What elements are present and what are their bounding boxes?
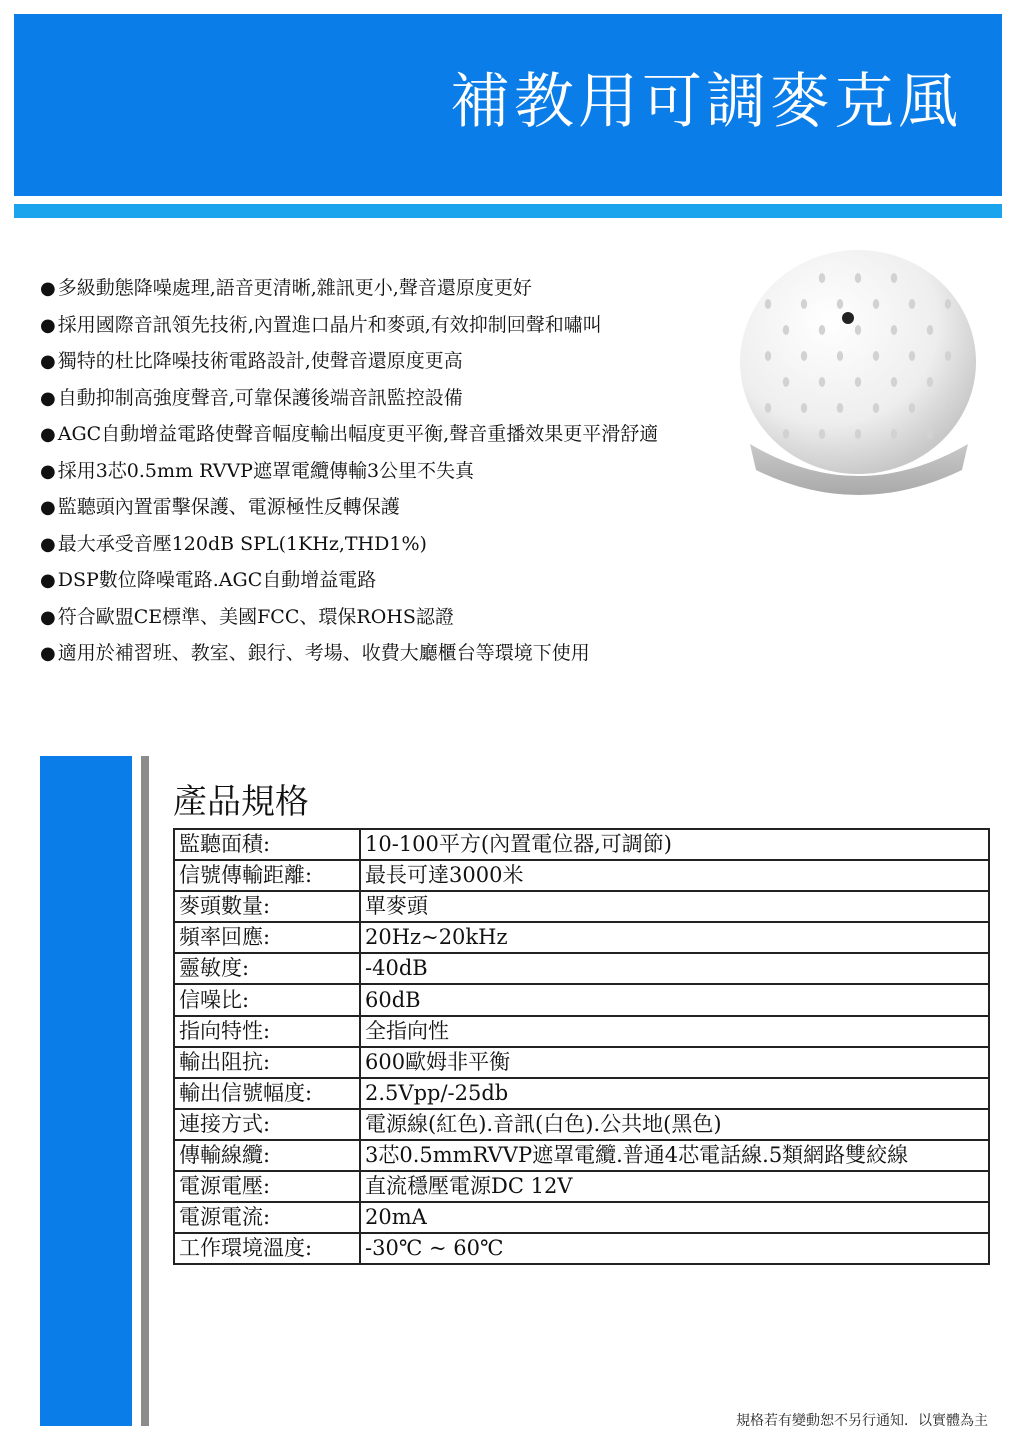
spec-label: 信號傳輸距離: <box>174 860 360 891</box>
feature-item <box>40 635 730 672</box>
table-row <box>174 1109 989 1140</box>
header-stripe <box>14 204 1002 218</box>
mic-hole <box>783 325 789 335</box>
mic-hole <box>837 351 843 361</box>
feature-item <box>40 343 730 380</box>
bullet-icon: ● <box>40 314 56 336</box>
table-row <box>174 860 989 891</box>
feature-text: 自動抑制高強度聲音,可靠保護後端音訊監控設備 <box>57 386 463 409</box>
mic-hole <box>783 429 789 439</box>
mic-hole <box>819 325 825 335</box>
spec-label: 輸出阻抗: <box>174 1047 360 1078</box>
table-row <box>174 1140 989 1171</box>
spec-value: 600歐姆非平衡 <box>360 1047 989 1078</box>
mic-hole <box>909 403 915 413</box>
spec-label: 信噪比: <box>174 984 360 1015</box>
spec-table <box>173 828 990 1265</box>
mic-hole <box>891 325 897 335</box>
mic-hole <box>765 299 771 309</box>
feature-item <box>40 416 730 453</box>
mic-hole <box>783 377 789 387</box>
feature-item <box>40 489 730 526</box>
table-row <box>174 1233 989 1264</box>
footer-note: 規格若有變動恕不另行通知．以實體為主 <box>736 1413 988 1429</box>
mic-hole <box>801 403 807 413</box>
spec-value: 電源線(紅色).音訊(白色).公共地(黑色) <box>360 1109 989 1140</box>
bullet-icon: ● <box>40 606 56 628</box>
mic-hole <box>873 403 879 413</box>
mic-hole <box>855 325 861 335</box>
table-row <box>174 829 989 860</box>
feature-item <box>40 453 730 490</box>
feature-text: 採用3芯0.5mm RVVP遮罩電纜傳輸3公里不失真 <box>57 459 475 482</box>
spec-label: 電源電壓: <box>174 1171 360 1202</box>
mic-hole <box>909 299 915 309</box>
table-row <box>174 1202 989 1233</box>
mic-hole <box>873 299 879 309</box>
side-accent-bar <box>40 756 132 1426</box>
mic-dome <box>740 250 976 474</box>
feature-item <box>40 562 730 599</box>
feature-text: AGC自動增益電路使聲音幅度輸出幅度更平衡,聲音重播效果更平滑舒適 <box>57 423 659 445</box>
feature-item <box>40 599 730 636</box>
feature-text: 符合歐盟CE標準、美國FCC、環保ROHS認證 <box>57 605 454 628</box>
page-title: 補教用可調麥克風 <box>450 67 962 137</box>
mic-hole <box>873 351 879 361</box>
feature-text: 監聽頭內置雷擊保護、電源極性反轉保護 <box>57 496 400 518</box>
spec-value: 全指向性 <box>360 1016 989 1047</box>
table-row <box>174 891 989 922</box>
feature-text: DSP數位降噪電路.AGC自動增益電路 <box>57 569 377 591</box>
spec-value: 20Hz~20kHz <box>360 922 989 953</box>
mic-hole <box>837 299 843 309</box>
spec-value: 20mA <box>360 1202 989 1233</box>
mic-hole <box>891 429 897 439</box>
bullet-icon: ● <box>40 570 56 591</box>
spec-label: 工作環境溫度: <box>174 1233 360 1264</box>
feature-text: 多級動態降噪處理,語音更清晰,雜訊更小,聲音還原度更好 <box>57 277 532 299</box>
feature-item <box>40 307 730 344</box>
bullet-icon: ● <box>40 533 56 555</box>
spec-label: 連接方式: <box>174 1109 360 1140</box>
spec-value: 直流穩壓電源DC 12V <box>360 1171 989 1202</box>
table-row <box>174 1047 989 1078</box>
feature-text: 採用國際音訊領先技術,內置進口晶片和麥頭,有效抑制回聲和嘯叫 <box>57 313 602 336</box>
spec-value: 最長可達3000米 <box>360 860 989 891</box>
mic-hole <box>909 351 915 361</box>
spec-label: 傳輸線纜: <box>174 1140 360 1171</box>
spec-label: 指向特性: <box>174 1016 360 1047</box>
spec-value: 60dB <box>360 984 989 1015</box>
side-divider <box>141 756 149 1426</box>
mic-hole <box>819 377 825 387</box>
feature-text: 適用於補習班、教室、銀行、考場、收費大廳櫃台等環境下使用 <box>57 642 590 664</box>
table-row <box>174 922 989 953</box>
bullet-icon: ● <box>40 387 56 409</box>
mic-hole <box>945 299 951 309</box>
feature-item <box>40 270 730 307</box>
bullet-icon: ● <box>40 497 56 518</box>
mic-hole <box>927 429 933 439</box>
spec-label: 頻率回應: <box>174 922 360 953</box>
table-row <box>174 1171 989 1202</box>
feature-text: 獨特的杜比降噪技術電路設計,使聲音還原度更高 <box>57 350 463 372</box>
spec-label: 電源電流: <box>174 1202 360 1233</box>
mic-pinhole <box>842 312 854 324</box>
spec-value: 3芯0.5mmRVVP遮罩電纜.普通4芯電話線.5類網路雙絞線 <box>360 1140 989 1171</box>
mic-hole <box>855 377 861 387</box>
feature-item <box>40 380 730 417</box>
bullet-icon: ● <box>40 351 56 372</box>
mic-hole <box>891 377 897 387</box>
spec-label: 輸出信號幅度: <box>174 1078 360 1109</box>
mic-hole <box>819 273 825 283</box>
spec-value: -40dB <box>360 953 989 984</box>
spec-value: 2.5Vpp/-25db <box>360 1078 989 1109</box>
header-banner <box>14 14 1002 196</box>
table-row <box>174 1016 989 1047</box>
table-row <box>174 953 989 984</box>
mic-hole <box>765 403 771 413</box>
mic-hole <box>945 403 951 413</box>
mic-hole <box>927 377 933 387</box>
dome-microphone-icon <box>728 238 988 500</box>
mic-hole <box>891 273 897 283</box>
mic-hole <box>855 273 861 283</box>
mic-hole <box>765 351 771 361</box>
spec-value: 10-100平方(內置電位器,可調節) <box>360 829 989 860</box>
spec-title: 產品規格 <box>173 782 309 822</box>
spec-label: 監聽面積: <box>174 829 360 860</box>
mic-hole <box>801 351 807 361</box>
feature-item <box>40 526 730 563</box>
mic-hole <box>801 299 807 309</box>
mic-hole <box>819 429 825 439</box>
table-row <box>174 984 989 1015</box>
spec-label: 靈敏度: <box>174 953 360 984</box>
mic-hole <box>927 325 933 335</box>
spec-label: 麥頭數量: <box>174 891 360 922</box>
feature-text: 最大承受音壓120dB SPL(1KHz,THD1%) <box>57 532 427 555</box>
mic-hole <box>837 403 843 413</box>
bullet-icon: ● <box>40 278 56 299</box>
bullet-icon: ● <box>40 643 56 664</box>
feature-list <box>40 270 730 672</box>
mic-hole <box>945 351 951 361</box>
mic-hole <box>855 429 861 439</box>
bullet-icon: ● <box>40 424 56 445</box>
spec-value: 單麥頭 <box>360 891 989 922</box>
table-row <box>174 1078 989 1109</box>
spec-value: -30℃ ~ 60℃ <box>360 1233 989 1264</box>
bullet-icon: ● <box>40 460 56 482</box>
